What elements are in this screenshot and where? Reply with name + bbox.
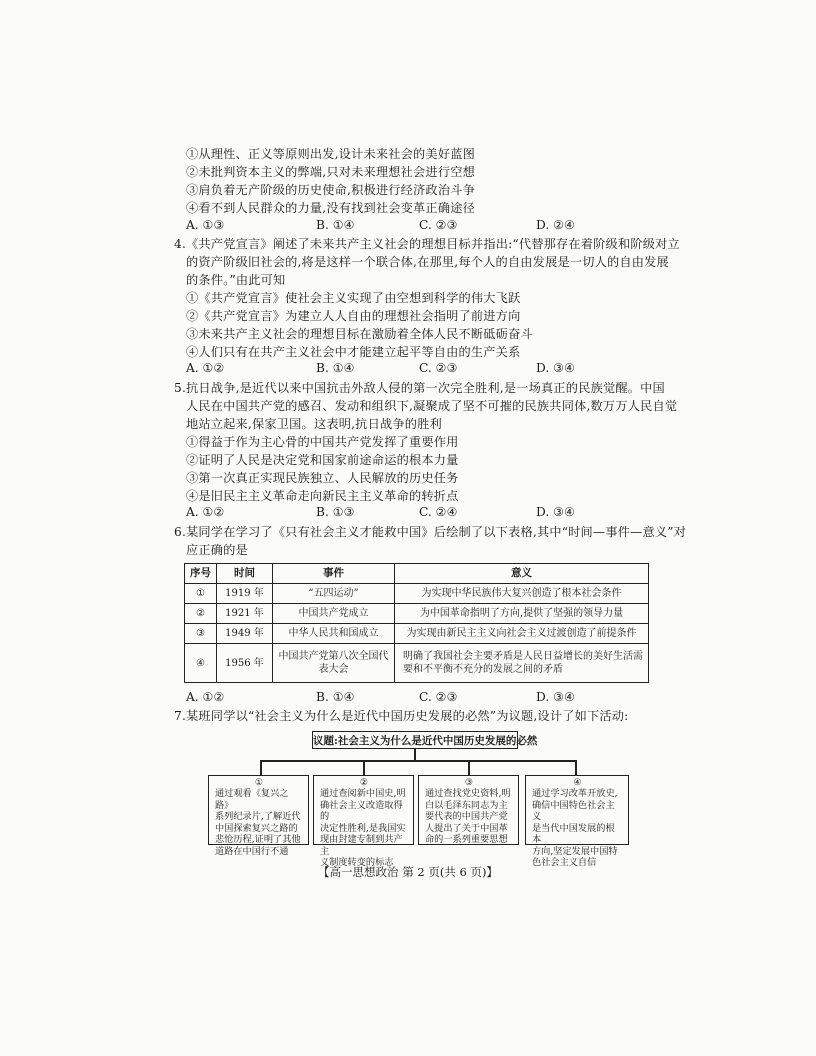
q3-statement-4: ④看不到人民群众的力量,没有找到社会变革正确途径 <box>186 201 475 215</box>
activity-number: ④ <box>573 777 582 788</box>
q4-stem-3: 的条件。”由此可知 <box>186 273 286 287</box>
q4-statement-1: ①《共产党宣言》使社会主义实现了由空想到科学的伟大飞跃 <box>186 291 521 305</box>
cell-time: 1921 年 <box>217 604 273 624</box>
events-table <box>184 563 649 683</box>
q6-option-b[interactable]: B. ①④ <box>316 690 355 704</box>
activity-number: ① <box>254 777 264 788</box>
q4-statement-2: ②《共产党宣言》为建立人人自由的理想社会指明了前进方向 <box>186 309 521 323</box>
activity-text: 通过查阅新中国史,明 确社会主义改造取得的 决定性胜利,是我国实 现由封建专制到共产主 义制度转变的标志 <box>320 788 406 868</box>
activity-number: ③ <box>464 777 474 788</box>
header-time: 时间 <box>217 564 273 584</box>
cell-event: 中华人民共和国成立 <box>273 624 395 644</box>
cell-significance: 为中国革命指明了方向,提供了坚强的领导力量 <box>395 604 649 624</box>
cell-significance: 明确了我国社会主要矛盾是人民日益增长的美好生活需要和不平衡不充分的发展之间的矛盾 <box>395 644 649 683</box>
q4-stem-1: 4.《共产党宣言》阐述了未来共产主义社会的理想目标并指出:“代替那存在着阶级和阶级对立 <box>174 237 680 251</box>
q5-statement-3: ③第一次真正实现民族独立、人民解放的历史任务 <box>186 471 459 485</box>
cell-number: ③ <box>185 624 217 644</box>
q5-statement-4: ④是旧民主主义革命走向新民主主义革命的转折点 <box>186 489 459 503</box>
q5-option-c[interactable]: C. ②④ <box>419 505 458 519</box>
header-number: 序号 <box>185 564 217 584</box>
q5-statement-1: ①得益于作为主心骨的中国共产党发挥了重要作用 <box>186 435 459 449</box>
q5-stem-2: 人民在中国共产党的感召、发动和组织下,凝聚成了坚不可摧的民族共同体,数万万人民自觉 <box>186 399 678 413</box>
q3-option-c[interactable]: C. ②③ <box>419 218 458 232</box>
q3-statement-1: ①从理性、正义等原则出发,设计未来社会的美好蓝图 <box>186 147 475 161</box>
q6-option-a[interactable]: A. ①② <box>186 690 225 704</box>
connector-line <box>363 760 365 775</box>
activity-card-2 <box>313 775 414 868</box>
q5-option-a[interactable]: A. ①② <box>186 505 225 519</box>
table-row <box>185 584 649 604</box>
q3-option-b[interactable]: B. ①④ <box>316 218 355 232</box>
q4-stem-2: 的资产阶级旧社会的,将是这样一个联合体,在那里,每个人的自由发展是一切人的自由发展 <box>186 255 669 269</box>
q6-option-d[interactable]: D. ③④ <box>536 690 575 704</box>
connector-line <box>260 760 262 775</box>
q4-statement-4: ④人们只有在共产主义社会中才能建立起平等自由的生产关系 <box>186 345 521 359</box>
cell-number: ④ <box>185 644 217 683</box>
q3-option-a[interactable]: A. ①③ <box>186 218 225 232</box>
q3-statement-2: ②未批判资本主义的弊端,只对未来理想社会进行空想 <box>186 165 475 179</box>
activity-text: 通过学习改革开放史, 确信中国特色社会主义 是当代中国发展的根本 方向,坚定发展中国特 色社会主义自信 <box>532 788 618 868</box>
table-row <box>185 604 649 624</box>
q4-option-b[interactable]: B. ①④ <box>316 361 355 375</box>
cell-time: 1919 年 <box>217 584 273 604</box>
activity-card-4 <box>525 775 629 868</box>
table-row <box>185 644 649 683</box>
cell-event: 中国共产党第八次全国代表大会 <box>273 644 395 683</box>
activity-text: 通过观看《复兴之路》 系列纪录片,了解近代 中国探索复兴之路的 悲怆历程,证明了其他 道路在中国行不通 <box>215 788 301 857</box>
q5-statement-2: ②证明了人民是决定党和国家前途命运的根本力量 <box>186 453 459 467</box>
q6-stem-2: 应正确的是 <box>186 543 248 557</box>
cell-event: 中国共产党成立 <box>273 604 395 624</box>
q3-statement-3: ③肩负着无产阶级的历史使命,积极进行经济政治斗争 <box>186 183 475 197</box>
q3-option-d[interactable]: D. ②④ <box>536 218 575 232</box>
cell-number: ① <box>185 584 217 604</box>
activity-text: 通过查找党史资料,明 白以毛泽东同志为主 要代表的中国共产党 人提出了关于中国革 命的一系列重要思想 <box>425 788 511 845</box>
connector-line <box>575 760 577 775</box>
activity-card-1 <box>208 775 309 857</box>
cell-significance: 为实现中华民族伟大复兴创造了根本社会条件 <box>395 584 649 604</box>
cell-significance: 为实现由新民主主义向社会主义过渡创造了前提条件 <box>395 624 649 644</box>
header-significance: 意义 <box>395 564 649 584</box>
connector-line <box>260 760 576 762</box>
q7-stem: 7.某班同学以“社会主义为什么是近代中国历史发展的必然”为议题,设计了如下活动: <box>174 709 629 723</box>
q4-option-a[interactable]: A. ①② <box>186 361 225 375</box>
cell-time: 1949 年 <box>217 624 273 644</box>
table-row <box>185 624 649 644</box>
topic-box: 议题:社会主义为什么是近代中国历史发展的必然 <box>312 731 518 749</box>
cell-time: 1956 年 <box>217 644 273 683</box>
q5-option-d[interactable]: D. ③④ <box>536 505 575 519</box>
table-header-row <box>185 564 649 584</box>
cell-number: ② <box>185 604 217 624</box>
q4-statement-3: ③未来共产主义社会的理想目标在激励着全体人民不断砥砺奋斗 <box>186 327 533 341</box>
q5-option-b[interactable]: B. ①③ <box>316 505 355 519</box>
connector-line <box>468 760 470 775</box>
page-footer: 【高一思想政治 第 2 页(共 6 页)】 <box>318 865 498 879</box>
q5-stem-3: 地站立起来,保家卫国。这表明,抗日战争的胜利 <box>186 417 442 431</box>
q6-option-c[interactable]: C. ②③ <box>419 690 458 704</box>
q6-stem-1: 6.某同学在学习了《只有社会主义才能救中国》后绘制了以下表格,其中“时间—事件—意义”对 <box>174 525 687 539</box>
q5-stem-1: 5.抗日战争,是近代以来中国抗击外敌人侵的第一次完全胜利,是一场真正的民族觉醒。中国 <box>174 381 665 395</box>
activity-number: ② <box>359 777 369 788</box>
q4-option-c[interactable]: C. ②③ <box>419 361 458 375</box>
cell-event: “五四运动” <box>273 584 395 604</box>
activity-card-3 <box>418 775 519 845</box>
header-event: 事件 <box>273 564 395 584</box>
q4-option-d[interactable]: D. ③④ <box>536 361 575 375</box>
